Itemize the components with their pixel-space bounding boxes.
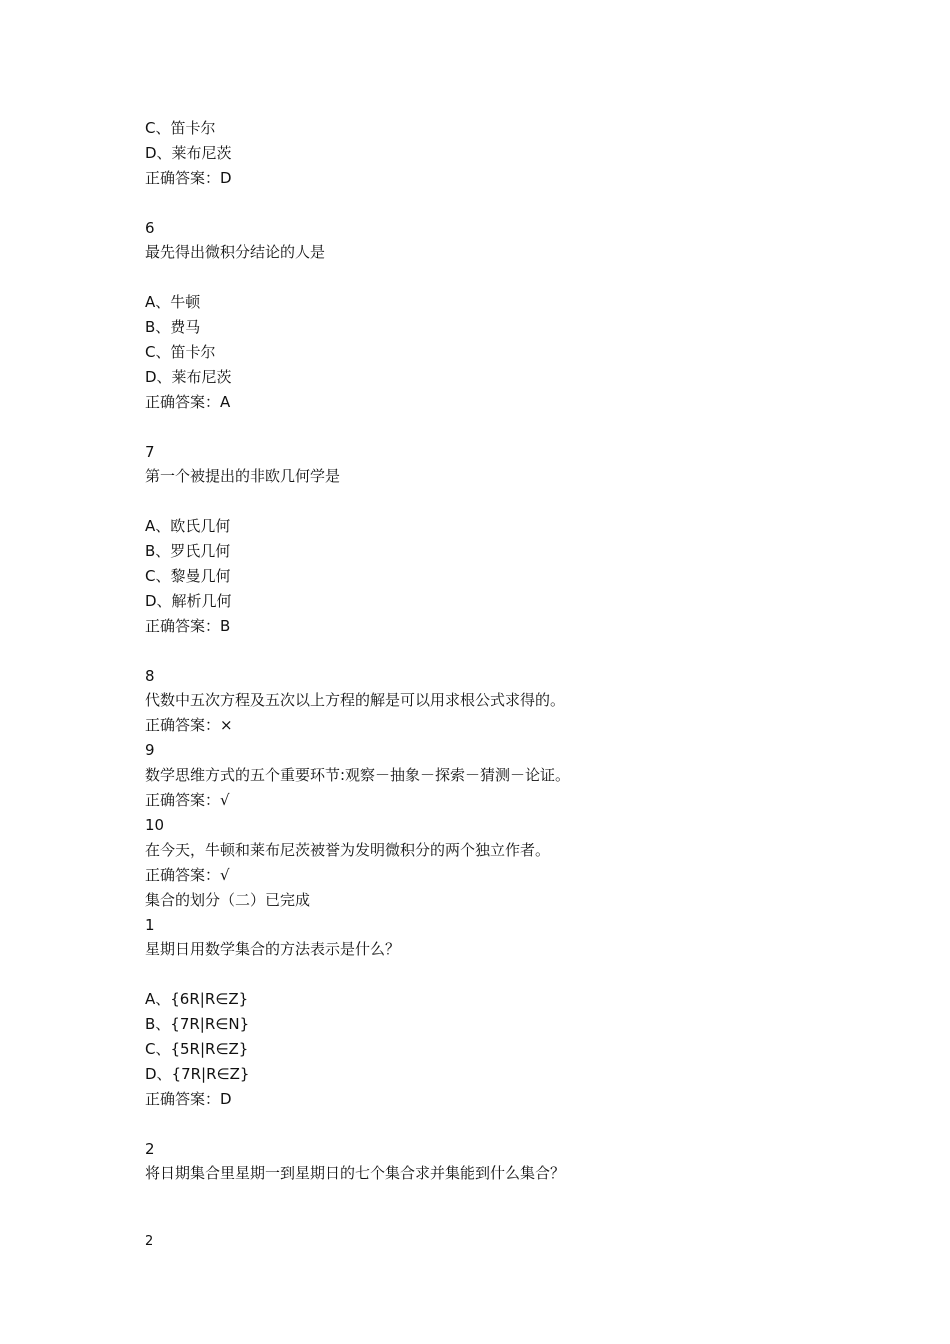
question-text: 星期日用数学集合的方法表示是什么？ [145, 940, 401, 959]
option-line: D、{7R|R∈Z} [145, 1064, 250, 1083]
answer-line: 正确答案：B [145, 616, 231, 635]
answer-line: 正确答案：A [145, 392, 231, 411]
question-number: 2 [145, 1139, 155, 1158]
blank-line [145, 962, 905, 987]
question-text: 第一个被提出的非欧几何学是 [145, 467, 341, 486]
question-text: 在今天，牛顿和莱布尼茨被誉为发明微积分的两个独立作者。 [145, 840, 551, 859]
question-number: 10 [145, 815, 165, 834]
option-line: D、莱布尼茨 [145, 367, 232, 386]
blank-line [145, 191, 905, 216]
blank-line [145, 639, 905, 664]
question-number: 6 [145, 218, 155, 237]
option-line: D、解析几何 [145, 591, 232, 610]
option-line: A、欧氏几何 [145, 517, 231, 536]
answer-line: 正确答案：D [145, 168, 232, 187]
answer-line: 正确答案：× [145, 716, 233, 735]
text-line: C、笛卡尔 [145, 119, 216, 137]
answer-line: 正确答案：√ [145, 865, 230, 884]
document-body [145, 116, 905, 1186]
question-text: 将日期集合里星期一到星期日的七个集合求并集能到什么集合？ [145, 1164, 566, 1183]
blank-line [145, 1112, 905, 1137]
option-line: A、牛顿 [145, 293, 201, 312]
answer-line: 正确答案：√ [145, 791, 230, 810]
blank-line [145, 415, 905, 440]
question-number: 8 [145, 666, 155, 685]
question-text: 最先得出微积分结论的人是 [145, 243, 326, 262]
option-line: C、黎曼几何 [145, 567, 231, 586]
question-number: 9 [145, 741, 155, 760]
text-line: D、莱布尼茨 [145, 143, 232, 162]
question-number: 7 [145, 442, 155, 461]
option-line: B、{7R|R∈N} [145, 1015, 250, 1034]
blank-line [145, 265, 905, 290]
option-line: A、{6R|R∈Z} [145, 990, 249, 1009]
option-line: B、罗氏几何 [145, 542, 231, 561]
answer-line: 正确答案：D [145, 1089, 232, 1108]
question-text: 代数中五次方程及五次以上方程的解是可以用求根公式求得的。 [145, 691, 566, 710]
section-heading: 集合的划分（二）已完成 [145, 890, 311, 909]
question-number: 1 [145, 915, 155, 934]
page-number: 2 [145, 1234, 154, 1249]
option-line: B、费马 [145, 318, 201, 337]
blank-line [145, 489, 905, 514]
question-text: 数学思维方式的五个重要环节:观察－抽象－探索－猜测－论证。 [145, 766, 571, 785]
option-line: C、笛卡尔 [145, 343, 216, 362]
option-line: C、{5R|R∈Z} [145, 1039, 249, 1058]
